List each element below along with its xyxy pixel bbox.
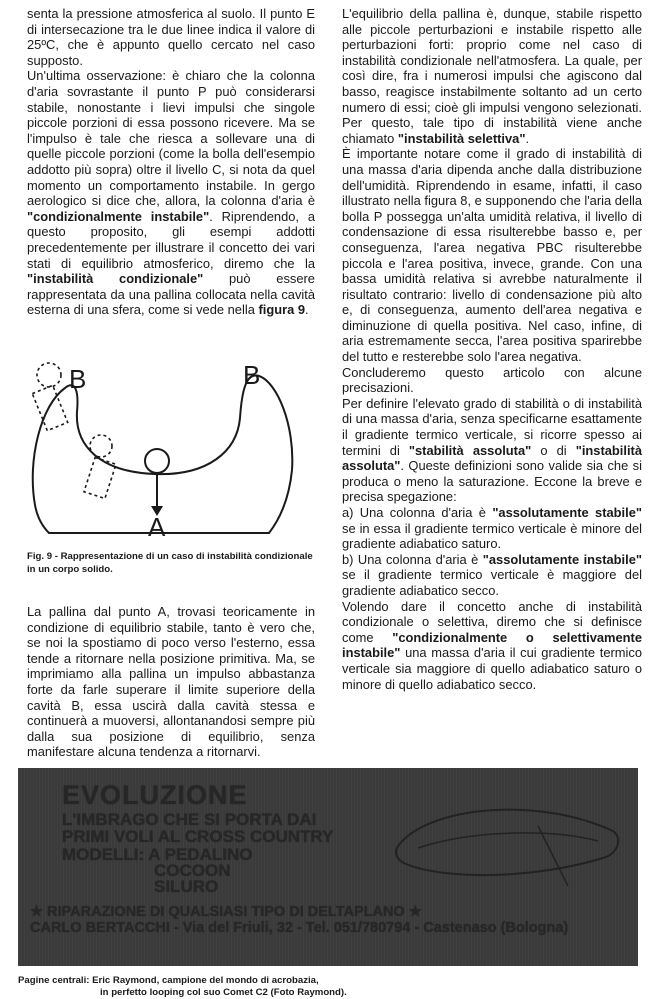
footer-label: Pagine centrali: <box>18 975 90 986</box>
ball-at-a <box>145 449 169 473</box>
paragraph: Un'ultima osservazione: è chiaro che la colonna d'aria sovrastante il punto P può considerarsi stabile, nonostante i lievi impulsi che singole piccole porzioni di essa possono ricevere. Ma se l'impulso è tale che riesca a sollevare una di quelle piccole porzioni (come la bolla dell'esempio addotto più sopra) oltre il livello C, si nota da quel momento un comportamento instabile. In gergo aerologico si dice che, allora, la colonna d'aria è "condizionalmente instabile". Riprendendo, a questo proposito, gli esempi addotti precedentemente per illustrare il concetto dei vari stati di equilibrio atmosferico, diremo che la "instabilità condizionale" può essere rappresentata da una pallina collocata nella cavità esterna di una sfera, come si vede nella figura 9. <box>27 68 315 318</box>
ad-subtitle: L'IMBRAGO CHE SI PORTA DAI <box>62 810 317 829</box>
paragraph: Volendo dare il concetto anche di instabilità condizionale o selettiva, diremo che si definisce come "condizionalmente o selettivamente instabile" una massa d'aria il cui gradiente termico verticale sia maggiore di quello adiabatico saturo o minore di quello adiabatico secco. <box>342 598 643 692</box>
paragraph: È importante notare come il grado di instabilità di una massa d'aria dipenda anche dalla distribuzione dell'umidità. Riprendendo in esame, infatti, il caso illustrato nella figura 8, e supponendo che l'aria della bolla P possegga un'alta umidità relativa, il livello di condensazione di essa risulterebbe basso e, per conseguenza, l'area negativa PBC risulterebbe piccola e l'area positiva, invece, grande. Con una bassa umidità relativa si avrebbe naturalmente il risultato contrario: livello di condensazione più alto e, di conseguenza, aumento dell'area negativa e diminuzione di quella positiva. Nel caso, infine, di aria estremamente secca, l'area positiva sparirebbe del tutto e resterebbe solo l'area negativa. <box>342 146 642 365</box>
advertisement-box <box>18 768 638 966</box>
paragraph: La pallina dal punto A, trovasi teoricamente in condizione di equilibrio stabile, tanto è vero che, se noi la spostiamo di poco verso l'esterno, essa tende a ritornare nella posizione primitiva. Ma, se imprimiamo alla pallina un impulso abbastanza forte da farle superare il limite superiore della cavità B, essa uscirà dalla cavità stessa e continuerà a muoversi, allontanandosi sempre più dalla sua posizione di equilibrio, senza manifestare alcuna tendenza a ritornarvi. <box>27 604 315 760</box>
ball-ghost-2 <box>90 435 112 457</box>
push-ghost-1 <box>32 385 67 430</box>
paragraph: Concluderemo questo articolo con alcune precisazioni. <box>342 364 642 396</box>
ad-title: EVOLUZIONE <box>62 780 248 810</box>
photo-credit-note <box>18 975 638 999</box>
footer-line: Eric Raymond, campione del mondo di acrobazia, <box>89 975 319 986</box>
solid-body-outline <box>33 375 293 533</box>
left-column-bottom <box>27 604 315 760</box>
ball-ghost-1 <box>37 363 61 387</box>
label-b-right: B <box>243 360 261 390</box>
ad-repair-line: ★ RIPARAZIONE DI QUALSIASI TIPO DI DELTAPLANO ★ <box>30 904 422 920</box>
paragraph: b) Una colonna d'aria è "assolutamente instabile" se il gradiente termico verticale è maggiore del gradiente adiabatico secco. <box>342 551 642 598</box>
hang-glider-harness-illustration <box>388 786 628 906</box>
paragraph: L'equilibrio della pallina è, dunque, stabile rispetto alle piccole perturbazioni e instabile rispetto alle perturbazioni forti: proprio come nel caso di instabilità condizionale nell'atmosfera. La quale, per così dire, fra i numerosi impulsi che agiscono dal basso, reagisce instabilmente soltanto ad un certo numero di essi; cioè gli impulsi vengono selezionati. Per questo, tale tipo di instabilità viene anche chiamato "instabilità selettiva". <box>342 6 642 146</box>
right-column <box>342 6 642 692</box>
paragraph: a) Una colonna d'aria è "assolutamente stabile" se in essa il gradiente termico verticale è minore del gradiente adiabatico saturo. <box>342 505 642 552</box>
label-a: A <box>148 512 166 542</box>
push-ghost-2 <box>84 457 116 498</box>
ad-subtitle: PRIMI VOLI AL CROSS COUNTRY <box>62 827 334 846</box>
ad-model-item: COCOON <box>154 861 231 880</box>
left-column-top <box>27 6 315 318</box>
figure-9-illustration <box>27 350 312 545</box>
ad-model-item: SILURO <box>154 877 219 896</box>
figure-caption: Fig. 9 - Rappresentazione di un caso di instabilità condizionale in un corpo solido. <box>27 551 313 575</box>
paragraph: senta la pressione atmosferica al suolo. Il punto E di intersecazione tra le due linee indica il valore di 25ºC, che è appunto quello cercato nel caso supposto. <box>27 6 315 68</box>
paragraph: Per definire l'elevato grado di stabilità o di instabilità di una massa d'aria, senza specificarne esattamente il gradiente termico verticale, si ricorre spesso ai termini di "stabilità assoluta" o di "instabilità assoluta". Queste definizioni sono valide sia che si produca o meno la saturazione. Eccone la breve e precisa spegazione: <box>342 395 642 505</box>
ad-address-line: CARLO BERTACCHI - Via del Friuli, 32 - Tel. 051/780794 - Castenaso (Bologna) <box>30 920 569 936</box>
label-b-left: B <box>69 364 87 394</box>
footer-line: in perfetto looping col suo Comet C2 (Foto Raymond). <box>100 987 347 998</box>
ad-models: MODELLI: A PEDALINO <box>62 845 253 864</box>
